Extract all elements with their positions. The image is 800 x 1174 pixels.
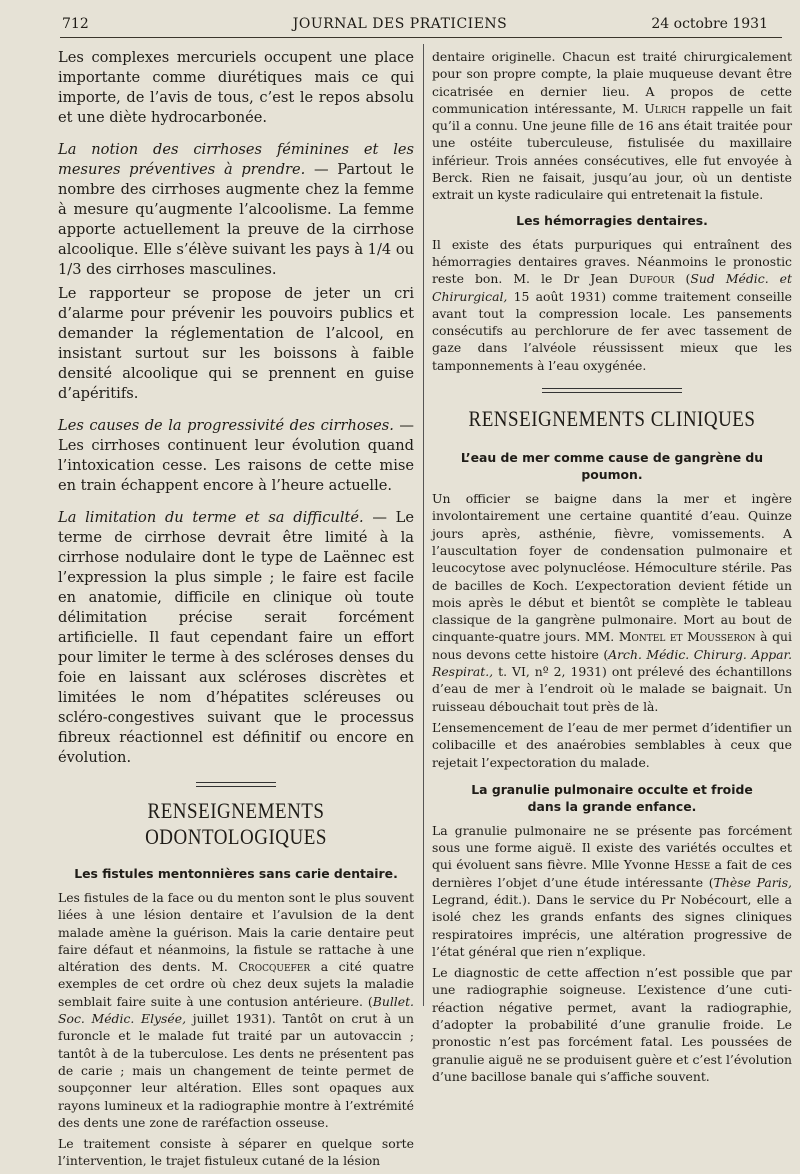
journal-title: JOURNAL DES PRATICIENS bbox=[292, 16, 508, 32]
author-name: Montel et Mousseron bbox=[618, 629, 756, 645]
column-divider bbox=[423, 44, 424, 1006]
paragraph-title: Les causes de la progressivité des cirrhoses. bbox=[58, 417, 394, 434]
paragraph bbox=[432, 822, 792, 960]
paragraph: Les complexes mercuriels occupent une place importante comme diurétiques mais ce qui importe, de l’avis de tous, c’est le repos absolu et une diète hydrocarbonée. bbox=[58, 49, 414, 126]
paragraph bbox=[432, 490, 792, 715]
paragraph-title: La limitation du terme et sa difficulté. bbox=[58, 509, 364, 526]
citation: Sud Médic. et Chirurgical, bbox=[432, 271, 792, 304]
left-column bbox=[58, 48, 414, 1174]
page-number: 712 bbox=[62, 16, 89, 32]
author-name: Crocquefer bbox=[238, 959, 311, 975]
paragraph bbox=[58, 889, 414, 1131]
paragraph bbox=[432, 48, 792, 204]
header-rule bbox=[60, 37, 782, 38]
paragraph: Le traitement consiste à séparer en quelque sorte l’intervention, le trajet fistuleux cutané de la lésion bbox=[58, 1136, 414, 1169]
article-title-line: dans la grande enfance. bbox=[527, 798, 697, 814]
section-title: RENSEIGNEMENTS ODONTOLOGIQUES bbox=[145, 799, 327, 850]
text: Les fistules de la face ou du menton sont le plus souvent liées à une lésion dentaire et l’avulsion de la dent malade amène la guérison. Mais la carie dentaire peut faire défaut et néanmoins, la fistule se rattache à une altération des dents. M. bbox=[58, 890, 414, 975]
text: 15 août 1931) comme traitement conseille avant tout la compression locale. Les pansements consécutifs au perchlorure de fer avec tassement de gaze dans l’alvéole réussissent mieux que les tamponnements à l’eau oxygénée. bbox=[432, 288, 792, 373]
section-title: RENSEIGNEMENTS CLINIQUES bbox=[468, 407, 756, 432]
text: ( bbox=[674, 271, 691, 287]
text: juillet 1931). Tantôt on crut à un furoncle et le malade fut traité par un autovaccin ; tantôt à de la tuberculose. Les dents ne présentent pas de carie ; mais un changement de teinte permet de soupçonner leur altération. Elles sont opaques aux rayons lumineux et la radiographie montre à l’extrémité des dents une zone de raréfaction osseuse. bbox=[58, 1011, 414, 1130]
paragraph bbox=[58, 140, 414, 280]
section-divider bbox=[542, 388, 682, 393]
page-header bbox=[0, 0, 800, 40]
paragraph-text: — Le terme de cirrhose devrait être limité à la cirrhose nodulaire dont le type de Laënnec est l’expression la plus simple ; le faire est facile en anatomie, difficile en clinique où toute délimitation précise serait forcément artificielle. Il faut cependant faire un effort pour limiter le terme à des scléroses denses du foie en laissant aux scléroses discrètes et limitées le nom d’hépatites scléreuses ou scléro-congestives suivant que le processus fibreux réactionnel est définitif ou encore en évolution. bbox=[58, 509, 414, 766]
paragraph bbox=[58, 508, 414, 768]
article-title: L’eau de mer comme cause de gangrène du poumon. bbox=[460, 450, 764, 483]
paragraph-title: La notion des cirrhoses féminines et les mesures préventives à prendre. bbox=[58, 141, 414, 178]
citation: Bullet. Soc. Médic. Elysée, bbox=[58, 993, 414, 1027]
article-title: Les fistules mentonnières sans carie dentaire. bbox=[74, 866, 398, 881]
section-divider bbox=[196, 782, 276, 787]
citation: Arch. Médic. Chirurg. Appar. Respirat., bbox=[432, 646, 793, 680]
text: dentaire originelle. Chacun est traité chirurgicalement pour son propre compte, la plaie muqueuse devant être cicatrisée en dernier lieu. A propos de cette communication intéressante, M. bbox=[432, 49, 792, 116]
paragraph: Le rapporteur se propose de jeter un cri d’alarme pour prévenir les pouvoirs publics et demander la réglementation de l’alcool, en insistant surtout sur les boissons à faible densité alcoolique qui se prennent en guise d’apéritifs. bbox=[58, 285, 414, 402]
paragraph bbox=[58, 416, 414, 496]
text: La granulie pulmonaire ne se présente pas forcément sous une forme aiguë. Il existe des variétés occultes et qui évoluent sans fièvre. Mlle Yvonne bbox=[432, 822, 792, 873]
author-name: Hesse bbox=[674, 857, 711, 873]
text: a fait de ces dernières l’objet d’une étude intéressante ( bbox=[432, 857, 793, 890]
issue-date: 24 octobre 1931 bbox=[651, 16, 768, 32]
text: rappelle un fait qu’il a connu. Une jeune fille de 16 ans était traitée pour une ostéite tuberculeuse, fistulisée du maxillaire inférieur. Trois années consécutives, elle fut envoyée à Berck. Rien ne faisait, jusqu’au jour, où un dentiste extrait un kyste radiculaire qui entretenait la fistule. bbox=[432, 100, 792, 203]
paragraph bbox=[432, 236, 792, 374]
paragraph: Le diagnostic de cette affection n’est possible que par une radiographie soigneuse. L’existence d’une cuti-réaction négative permet, avant la radiographie, d’adopter la probabilité d’une granulie froide. Le pronostic n’est pas forcément fatal. Les poussées de granulie aiguë ne se produisent guère et c’est l’évolution d’une bacillose banale qui s’affiche souvent. bbox=[432, 965, 792, 1084]
paragraph-text: — Partout le nombre des cirrhoses augmente chez la femme à mesure qu’augmente l’alcoolisme. La femme apporte actuellement la preuve de la cirrhose alcoolique. Elle s’élève suivant les pays à 1/4 ou 1/3 des cirrhoses masculines. bbox=[58, 161, 414, 278]
article-title: Les hémorragies dentaires. bbox=[516, 212, 708, 228]
paragraph: L’ensemencement de l’eau de mer permet d’identifier un colibacille et des anaérobies semblables à ceux que rejetait l’expectoration du malade. bbox=[432, 719, 792, 770]
text: Il existe des états purpuriques qui entraînent des hémorragies dentaires graves. Néanmoins le pronostic reste bon. M. le Dr Jean bbox=[432, 236, 792, 287]
citation: Thèse Paris, bbox=[713, 874, 792, 890]
article-title-line: La granulie pulmonaire occulte et froide bbox=[471, 781, 753, 797]
text: à qui nous devons cette histoire ( bbox=[432, 629, 793, 662]
text: a cité quatre exemples de cet ordre où chez deux sujets la maladie semblait faire suite à une contusion antérieure. ( bbox=[58, 959, 414, 1009]
text: t. VI, nº 2, 1931) ont prélevé des échantillons d’eau de mer à l’endroit où le malade se baignait. Un ruisseau débouchait tout près de là. bbox=[432, 664, 792, 714]
text: Legrand, édit.). Dans le service du Pr Nobécourt, elle a isolé chez les grands enfants des signes cliniques respiratoires imprécis, une altération progressive de l’état général que rien n’explique. bbox=[432, 891, 792, 959]
author-name: Ulrich bbox=[644, 100, 686, 116]
paragraph-text: — Les cirrhoses continuent leur évolution quand l’intoxication cesse. Les raisons de cette mise en train échappent encore à l’heure actuelle. bbox=[58, 417, 414, 494]
author-name: Dufour bbox=[628, 271, 675, 287]
text: Un officier se baigne dans la mer et ingère involontairement une certaine quantité d’eau. Quinze jours après, asthénie, fièvre, vomissements. A l’auscultation foyer de condensation pulmonaire et leucocytose avec polynucléose. Hémoculture stérile. Pas de bacilles de Koch. L’expectoration devient fétide un mois après le début et bientôt se complète le tableau classique de la gangrène pulmonaire. Mort au bout de cinquante-quatre jours. MM. bbox=[432, 491, 792, 645]
right-column bbox=[432, 48, 792, 1089]
article-title bbox=[432, 781, 792, 815]
